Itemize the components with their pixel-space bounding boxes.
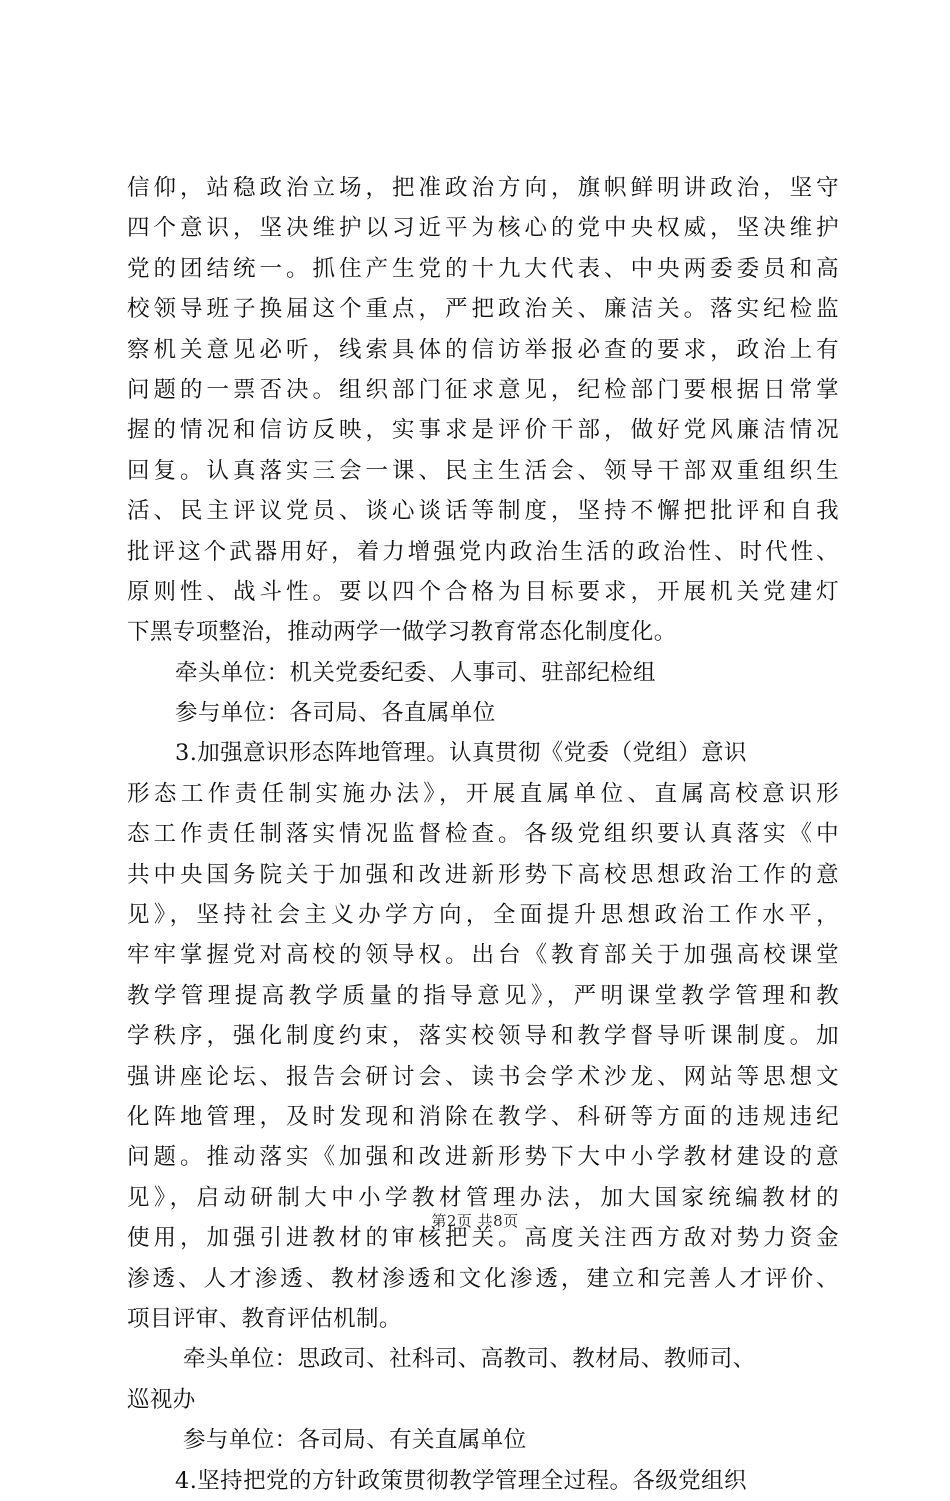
text-line: 信仰，站稳政治立场，把准政治方向，旗帜鲜明讲政治，坚守 [127,175,839,201]
text-line: 学秩序，强化制度约束，落实校领导和教学督导听课制度。加 [127,1023,839,1050]
text-line: 形态工作责任制实施办法》，开展直属单位、直属高校意识形 [127,780,839,807]
text-line: 使用，加强引进教材的审核把关。高度关注西方敌对势力资金 [127,1225,839,1252]
text-line: 回复。认真落实三会一课、民主生活会、领导干部双重组织生 [127,457,839,484]
body-text [127,168,839,1501]
participant-unit-line: 参与单位：各司局、各直属单位 [175,700,496,727]
section-heading-line: 3.加强意识形态阵地管理。认真贯彻《党委（党组）意识 [175,740,747,767]
participant-unit-line: 参与单位：各司局、有关直属单位 [183,1427,527,1454]
text-line: 强讲座论坛、报告会研讨会、读书会学术沙龙、网站等思想文 [127,1063,839,1090]
text-line: 下黑专项整治，推动两学一做学习教育常态化制度化。 [127,619,677,646]
text-line: 校领导班子换届这个重点，严把政治关、廉洁关。落实纪检监 [127,296,839,323]
text-line: 握的情况和信访反映，实事求是评价干部，做好党风廉洁情况 [127,417,839,444]
text-line: 党的团结统一。抓住产生党的十九大代表、中央两委委员和高 [127,255,839,282]
text-line: 活、民主评议党员、谈心谈话等制度，坚持不懈把批评和自我 [127,498,839,525]
text-line: 见》，坚持社会主义办学方向，全面提升思想政治工作水平， [127,902,839,929]
text-line: 教学管理提高教学质量的指导意见》，严明课堂教学管理和教 [127,982,839,1009]
lead-unit-line: 牵头单位：机关党委纪委、人事司、驻部纪检组 [175,659,656,686]
section-heading-line: 4.坚持把党的方针政策贯彻教学管理全过程。各级党组织 [175,1467,747,1494]
text-line: 批评这个武器用好，着力增强党内政治生活的政治性、时代性、 [127,538,839,565]
text-line: 共中央国务院关于加强和改进新形势下高校思想政治工作的意 [127,861,839,888]
text-line: 问题的一票否决。组织部门征求意见，纪检部门要根据日常掌 [127,376,839,403]
text-line: 原则性、战斗性。要以四个合格为目标要求，开展机关党建灯 [127,578,839,605]
text-line: 见》，启动研制大中小学教材管理办法，加大国家统编教材的 [127,1184,839,1211]
text-line: 问题。推动落实《加强和改进新形势下大中小学教材建设的意 [127,1144,839,1171]
text-line: 项目评审、教育评估机制。 [127,1305,402,1332]
text-line: 察机关意见必听，线索具体的信访举报必查的要求，政治上有 [127,336,839,363]
text-line: 牢牢掌握党对高校的领导权。出台《教育部关于加强高校课堂 [127,942,839,969]
page-number-footer: 第2页 共8页 [431,1212,519,1230]
text-line: 渗透、人才渗透、教材渗透和文化渗透，建立和完善人才评价、 [127,1265,839,1292]
text-line: 化阵地管理，及时发现和消除在教学、科研等方面的违规违纪 [127,1103,839,1130]
text-line: 巡视办 [127,1386,196,1413]
lead-unit-line: 牵头单位：思政司、社科司、高教司、教材局、教师司、 [183,1346,756,1373]
text-line: 态工作责任制落实情况监督检查。各级党组织要认真落实《中 [127,821,839,848]
text-line: 四个意识，坚决维护以习近平为核心的党中央权威，坚决维护 [127,215,839,242]
